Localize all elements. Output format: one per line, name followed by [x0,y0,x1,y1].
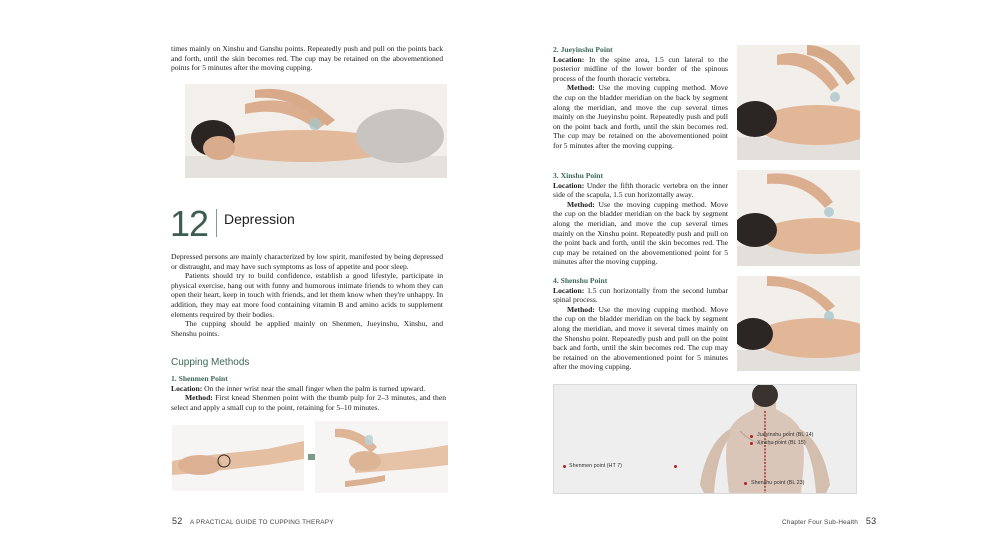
jueyinshu-photo [737,45,860,160]
location-label: Location: [553,180,585,190]
left-footer [172,516,334,526]
point-title: 1. Shenmen Point [171,374,228,383]
shenshu-marker [744,482,747,485]
xinshu-photo [737,170,860,266]
method-text: First knead Shenmen point with the thumb pulp for 2–3 minutes, and then select and apply a small cup to the point, retaining for 5–10 minutes. [171,393,447,412]
location-text: On the inner wrist near the small finger when the palm is turned upward. [204,383,426,393]
point4-block [553,276,728,372]
location-label: Location: [553,285,585,295]
method-text: Use the moving cupping method. Move the cup on the bladder meridian on the back by segment along the meridian, and move the cup several times mainly on the Xinshu point. Repeatedly push and pull on the point back and forth, until the skin becomes red. The cup may be retained on the abovementioned point for 5 minutes after the moving cupping. [553,199,728,267]
back-illustration [554,385,856,493]
point-title: 4. Shenshu Point [553,276,608,285]
location-label: Location: [553,54,585,64]
xinshu-marker [750,442,753,445]
chapter-title: Depression [224,211,295,227]
intro-text: times mainly on Xinshu and Ganshu points. Repeatedly push and pull on the points back and forth, until the skin becomes red. The cup may be retained on the abovementioned points for 5 minutes after the moving cupping. [171,44,443,73]
page-number: 52 [172,516,183,526]
point1-block [171,374,446,412]
shenshu-photo [737,276,860,371]
right-page [500,0,1000,551]
wrist-photo-2 [315,421,448,493]
point3-block [553,171,728,267]
shenmen-marker [563,465,566,468]
chapter-label: Chapter Four Sub-Health [782,519,858,526]
location-label: Location: [171,383,203,393]
method-text: Use the moving cupping method. Move the cup on the bladder meridian on the back by segment along the meridian, and move it several times mainly on the Shenshu point. Repeatedly push and pull on the point back and forth, until the skin becomes red. The cup may be retained on the abovementioned point for 5 minutes after the moving cupping. [553,304,728,372]
acupoint-diagram [553,384,857,494]
massage-photo [185,84,447,178]
jueyinshu-marker [750,435,753,438]
point2-block [553,45,728,151]
method-label: Method: [567,83,595,93]
paragraph: The cupping should be applied mainly on Shenmen, Jueyinshu, Xinshu, and Shenshu points. [171,319,443,338]
book-title: A PRACTICAL GUIDE TO CUPPING THERAPY [189,519,334,526]
right-footer [782,516,876,526]
xinshu-label: Xinshu point (BL 15) [757,440,806,446]
location-text: Under the fifth thoracic vertebra on the inner side of the scapula, 1.5 cun horizontally away. [553,180,729,200]
paragraph: Patients should try to build confidence, establish a good lifestyle, participate in physical exercise, hang out with funny and humorous intimate friends to whom they can open their heart, keep in touch with friends, and let them know when they're unhappy. In addition, they may eat more food containing vitamin B and amino acids to supplement elements required by their bodies. [171,271,443,319]
jueyinshu-label: Jueyinshu point (BL 14) [757,432,814,438]
method-label: Method: [567,304,595,314]
point-title: 3. Xinshu Point [553,171,604,180]
location-text: 1.5 cun horizontally from the second lumbar spinal process. [553,285,728,305]
chapter-divider [216,209,217,237]
shenmen-marker-hand [674,465,677,468]
shenmen-label: Shenmen point (HT 7) [569,463,622,469]
point-title: 2. Jueyinshu Point [553,45,613,54]
paragraph: Depressed persons are mainly characterized by low spirit, manifested by being depressed or distraught, and may have such symptoms as loss of appetite and poor sleep. [171,252,443,271]
chapter-number: 12 [170,203,209,244]
method-text: Use the moving cupping method. Move the cup on the bladder meridian on the back by segment along the meridian, and move the cup several times mainly on the Jueyinshu point. Repeatedly push and pull on the point back and forth, until the skin becomes red. The cup may be retained on the abovementioned point for 5 minutes after the moving cupping. [553,83,728,150]
wrist-photo-1 [172,425,304,491]
method-label: Method: [567,199,595,209]
page-number: 53 [865,516,877,526]
location-text: In the spine area, 1.5 cun lateral to the posterior midline of the lower border of the spinous process of the fourth thoracic vertebra. [553,54,728,83]
shenshu-label: Shenshu point (BL 23) [751,480,805,486]
section-heading: Cupping Methods [171,357,250,368]
method-label: Method: [185,393,213,403]
chapter-body [171,252,443,338]
